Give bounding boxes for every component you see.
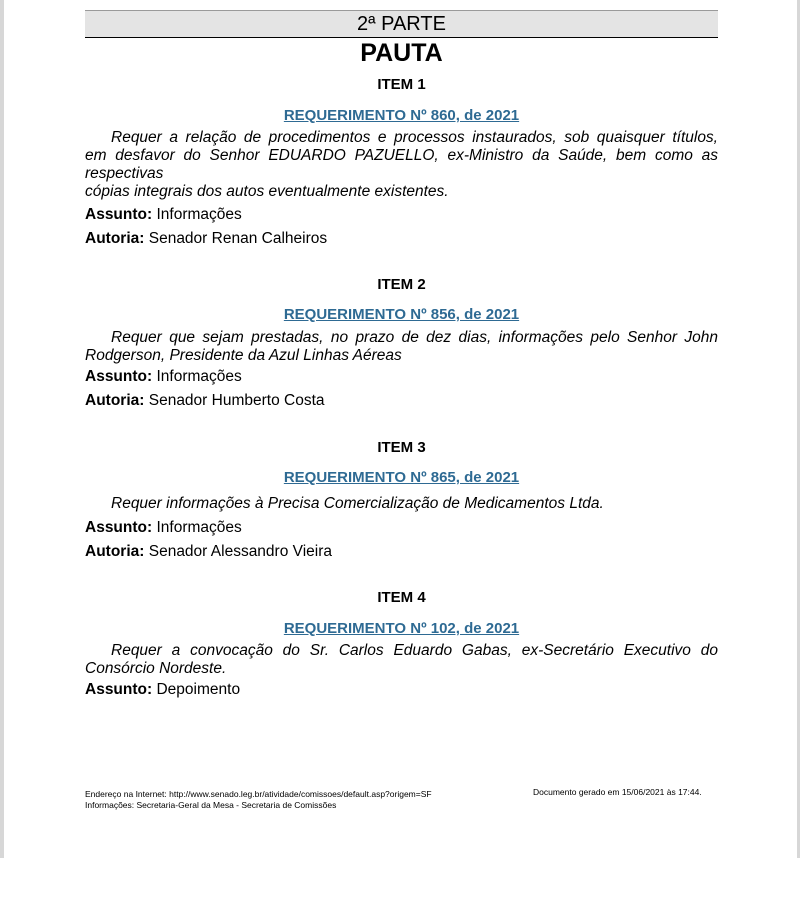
requirement-link[interactable]: REQUERIMENTO Nº 865, de 2021 xyxy=(283,469,520,486)
autoria-row xyxy=(85,392,718,410)
assunto-row xyxy=(85,368,718,386)
assunto-value: Informações xyxy=(156,519,242,536)
description-line: Requer a convocação do Sr. Carlos Eduardo Gabas, ex-Secretário Executivo do xyxy=(111,642,718,659)
footer-generated: Documento gerado em 15/06/2021 às 17:44. xyxy=(533,787,702,797)
description-line: respectivas xyxy=(85,165,164,182)
page-title: PAUTA xyxy=(360,39,443,67)
autoria-label: Autoria: xyxy=(85,230,145,247)
description-line: Requer informações à Precisa Comercialização de Medicamentos Ltda. xyxy=(111,495,604,512)
assunto-label: Assunto: xyxy=(85,206,153,223)
assunto-value: Informações xyxy=(156,368,242,385)
page-bottom-area xyxy=(0,858,800,923)
item-title: ITEM 4 xyxy=(377,589,426,606)
description-line: Consórcio Nordeste. xyxy=(85,660,227,677)
item-title: ITEM 1 xyxy=(377,76,426,93)
page-edge-left xyxy=(0,0,4,858)
autoria-value: Senador Renan Calheiros xyxy=(148,230,328,247)
item-title: ITEM 3 xyxy=(377,439,426,456)
assunto-label: Assunto: xyxy=(85,519,153,536)
assunto-label: Assunto: xyxy=(85,368,153,385)
footer-info: Informações: Secretaria-Geral da Mesa - Secretaria de Comissões xyxy=(85,800,337,810)
autoria-label: Autoria: xyxy=(85,392,145,409)
requirement-link[interactable]: REQUERIMENTO Nº 856, de 2021 xyxy=(283,306,520,323)
description-line: Requer a relação de procedimentos e processos instaurados, sob quaisquer títulos, xyxy=(111,129,718,146)
autoria-row xyxy=(85,543,718,561)
assunto-row xyxy=(85,206,718,224)
footer-left xyxy=(85,789,432,811)
assunto-value: Informações xyxy=(156,206,242,223)
description-line: cópias integrais dos autos eventualmente existentes. xyxy=(85,183,449,200)
section-header: 2ª PARTE xyxy=(85,10,718,38)
description-line: Rodgerson, Presidente da Azul Linhas Aéreas xyxy=(85,347,402,364)
item-description xyxy=(85,495,718,513)
autoria-value: Senador Alessandro Vieira xyxy=(148,543,332,560)
assunto-row xyxy=(85,681,718,699)
footer-address: Endereço na Internet: http://www.senado.leg.br/atividade/comissoes/default.asp?origem=SF xyxy=(85,789,432,799)
assunto-value: Depoimento xyxy=(156,681,241,698)
description-line: em desfavor do Senhor EDUARDO PAZUELLO, ex-Ministro da Saúde, bem como as xyxy=(85,147,718,164)
requirement-link[interactable]: REQUERIMENTO Nº 102, de 2021 xyxy=(283,620,520,637)
assunto-label: Assunto: xyxy=(85,681,153,698)
assunto-row xyxy=(85,519,718,537)
requirement-link[interactable]: REQUERIMENTO Nº 860, de 2021 xyxy=(283,107,520,124)
item-title: ITEM 2 xyxy=(377,276,426,293)
autoria-row xyxy=(85,230,718,248)
item-description xyxy=(85,642,718,678)
autoria-value: Senador Humberto Costa xyxy=(148,392,325,409)
description-line: Requer que sejam prestadas, no prazo de dez dias, informações pelo Senhor John xyxy=(111,329,718,346)
autoria-label: Autoria: xyxy=(85,543,145,560)
item-description xyxy=(85,129,718,201)
item-description xyxy=(85,329,718,365)
